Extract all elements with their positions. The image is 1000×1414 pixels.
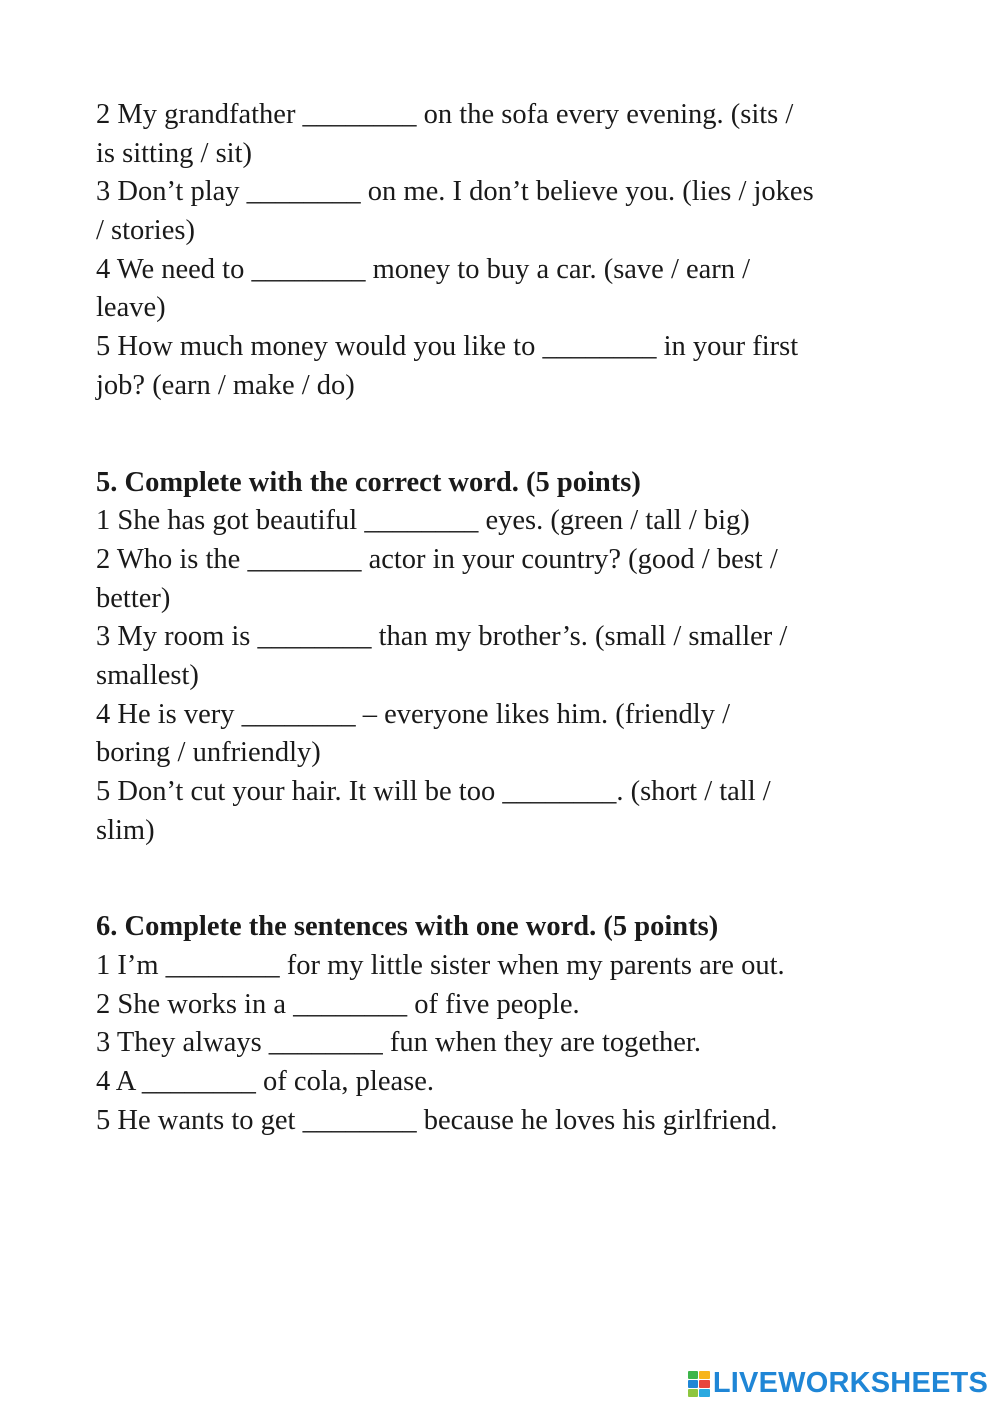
exercise-line: / stories) [96, 215, 195, 247]
exercise-line: 2 Who is the ________ actor in your country? (good / best / [96, 543, 778, 575]
section-5-title: 5. Complete with the correct word. (5 points) [96, 466, 641, 498]
exercise-line: 2 My grandfather ________ on the sofa every evening. (sits / [96, 99, 794, 130]
exercise-line: better) [96, 582, 171, 614]
exercise-line: 1 I’m ________ for my little sister when my parents are out. [96, 950, 785, 982]
exercise-line: 4 A ________ of cola, please. [96, 1066, 434, 1098]
section-6-title: 6. Complete the sentences with one word. (5 points) [96, 911, 719, 943]
exercise-line: slim) [96, 814, 155, 846]
section-6 [96, 908, 916, 1140]
exercise-line: 2 She works in a ________ of five people. [96, 988, 580, 1020]
exercise-line: 3 They always ________ fun when they are together. [96, 1027, 701, 1059]
section-5 [96, 464, 916, 851]
worksheet-page [96, 96, 916, 1141]
exercise-line: 5 How much money would you like to ________ in your first [96, 331, 799, 363]
liveworksheets-logo-icon [688, 1371, 710, 1397]
exercise-line: 3 Don’t play ________ on me. I don’t believe you. (lies / jokes [96, 176, 814, 208]
exercise-line: 4 We need to ________ money to buy a car. (save / earn / [96, 253, 751, 285]
exercise-line: job? (earn / make / do) [96, 369, 355, 401]
exercise-line: smallest) [96, 659, 199, 691]
exercise-line: boring / unfriendly) [96, 737, 321, 769]
logo-text: LIVEWORKSHEETS [712, 1367, 988, 1399]
liveworksheets-logo[interactable] [688, 1367, 988, 1400]
exercise-line: leave) [96, 292, 166, 324]
exercise-line: is sitting / sit) [96, 137, 252, 169]
exercise-line: 5 He wants to get ________ because he loves his girlfriend. [96, 1104, 778, 1136]
exercise-line: 1 She has got beautiful ________ eyes. (green / tall / big) [96, 505, 750, 537]
section-4-continued [96, 96, 916, 406]
exercise-line: 5 Don’t cut your hair. It will be too ________. (short / tall / [96, 776, 771, 807]
exercise-line: 4 He is very ________ – everyone likes him. (friendly / [96, 698, 730, 730]
exercise-line: 3 My room is ________ than my brother’s. (small / smaller / [96, 621, 788, 653]
